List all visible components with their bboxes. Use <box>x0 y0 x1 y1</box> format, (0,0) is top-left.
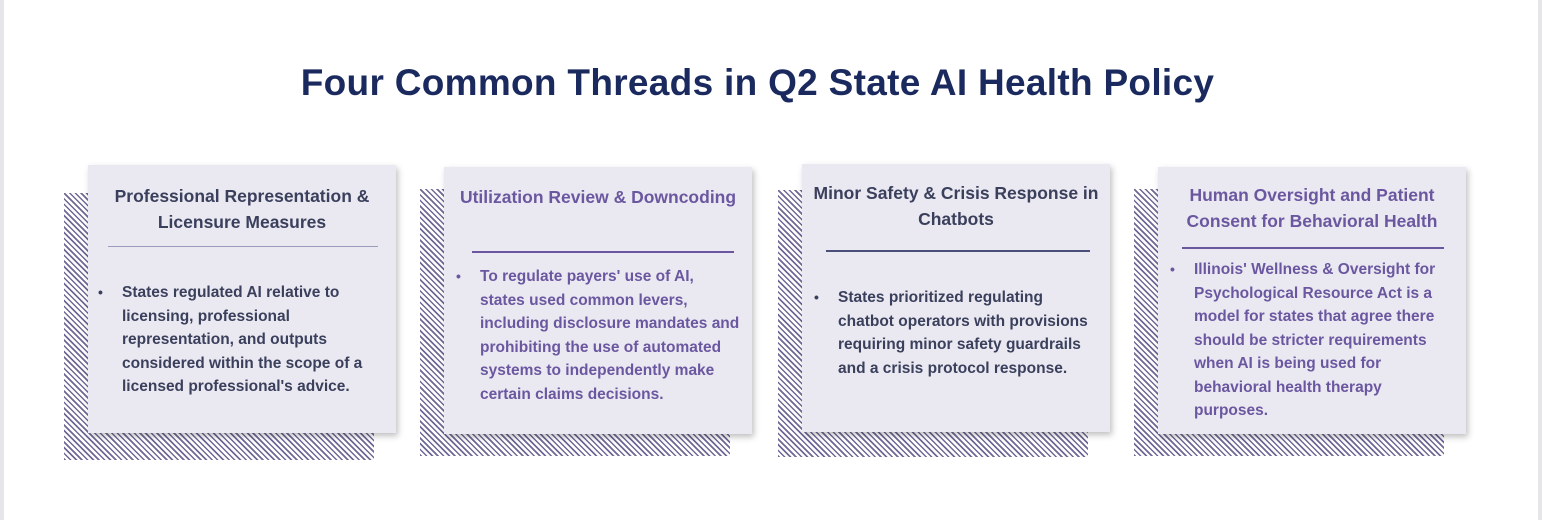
bullet-item <box>456 265 740 406</box>
bullet-item <box>814 286 1096 380</box>
thread-card-chatbots <box>776 162 1121 462</box>
bullet-item <box>1170 258 1460 423</box>
card-bullets <box>98 281 382 399</box>
thread-card-licensure <box>62 165 407 465</box>
card-heading: Minor Safety & Crisis Response in Chatbots <box>813 183 1099 229</box>
card-bullets <box>1170 258 1460 423</box>
card-panel <box>444 167 752 434</box>
bullet-marker: • <box>814 289 819 305</box>
card-panel <box>802 164 1110 432</box>
card-panel <box>1158 167 1466 434</box>
card-bullets <box>814 286 1096 380</box>
bullet-item <box>98 281 382 399</box>
card-heading: Professional Representation & Licensure Measures <box>114 186 370 232</box>
bullet-marker: • <box>456 268 461 284</box>
card-bullets <box>456 265 740 406</box>
page-title: Four Common Threads in Q2 State AI Health Policy <box>300 62 1215 103</box>
bullet-text: To regulate payers' use of AI, states used common levers, including disclosure mandates and prohibiting the use of automated systems to independently make certain claims decisions. <box>480 268 740 403</box>
card-heading: Human Oversight and Patient Consent for Behavioral Health <box>1186 185 1438 231</box>
thread-card-utilization <box>418 165 763 465</box>
bullet-text: States regulated AI relative to licensing, professional representation, and outputs considered within the scope of a licensed professional's advice. <box>122 284 363 395</box>
bullet-marker: • <box>1170 261 1175 277</box>
thread-card-behavioral-health <box>1132 165 1477 465</box>
card-divider <box>826 250 1090 252</box>
page-edge <box>1538 0 1542 520</box>
card-divider <box>472 251 734 253</box>
card-divider <box>1182 247 1444 249</box>
bullet-text: Illinois' Wellness & Oversight for Psychological Resource Act is a model for states that agree there should be stricter requirements when AI is being used for behavioral health therapy purposes. <box>1194 261 1436 419</box>
bullet-text: States prioritized regulating chatbot operators with provisions requiring minor safety guardrails and a crisis protocol response. <box>838 289 1088 377</box>
card-heading: Utilization Review & Downcoding <box>459 187 737 207</box>
card-panel <box>88 165 396 433</box>
bullet-marker: • <box>98 284 103 300</box>
card-divider <box>108 246 378 247</box>
